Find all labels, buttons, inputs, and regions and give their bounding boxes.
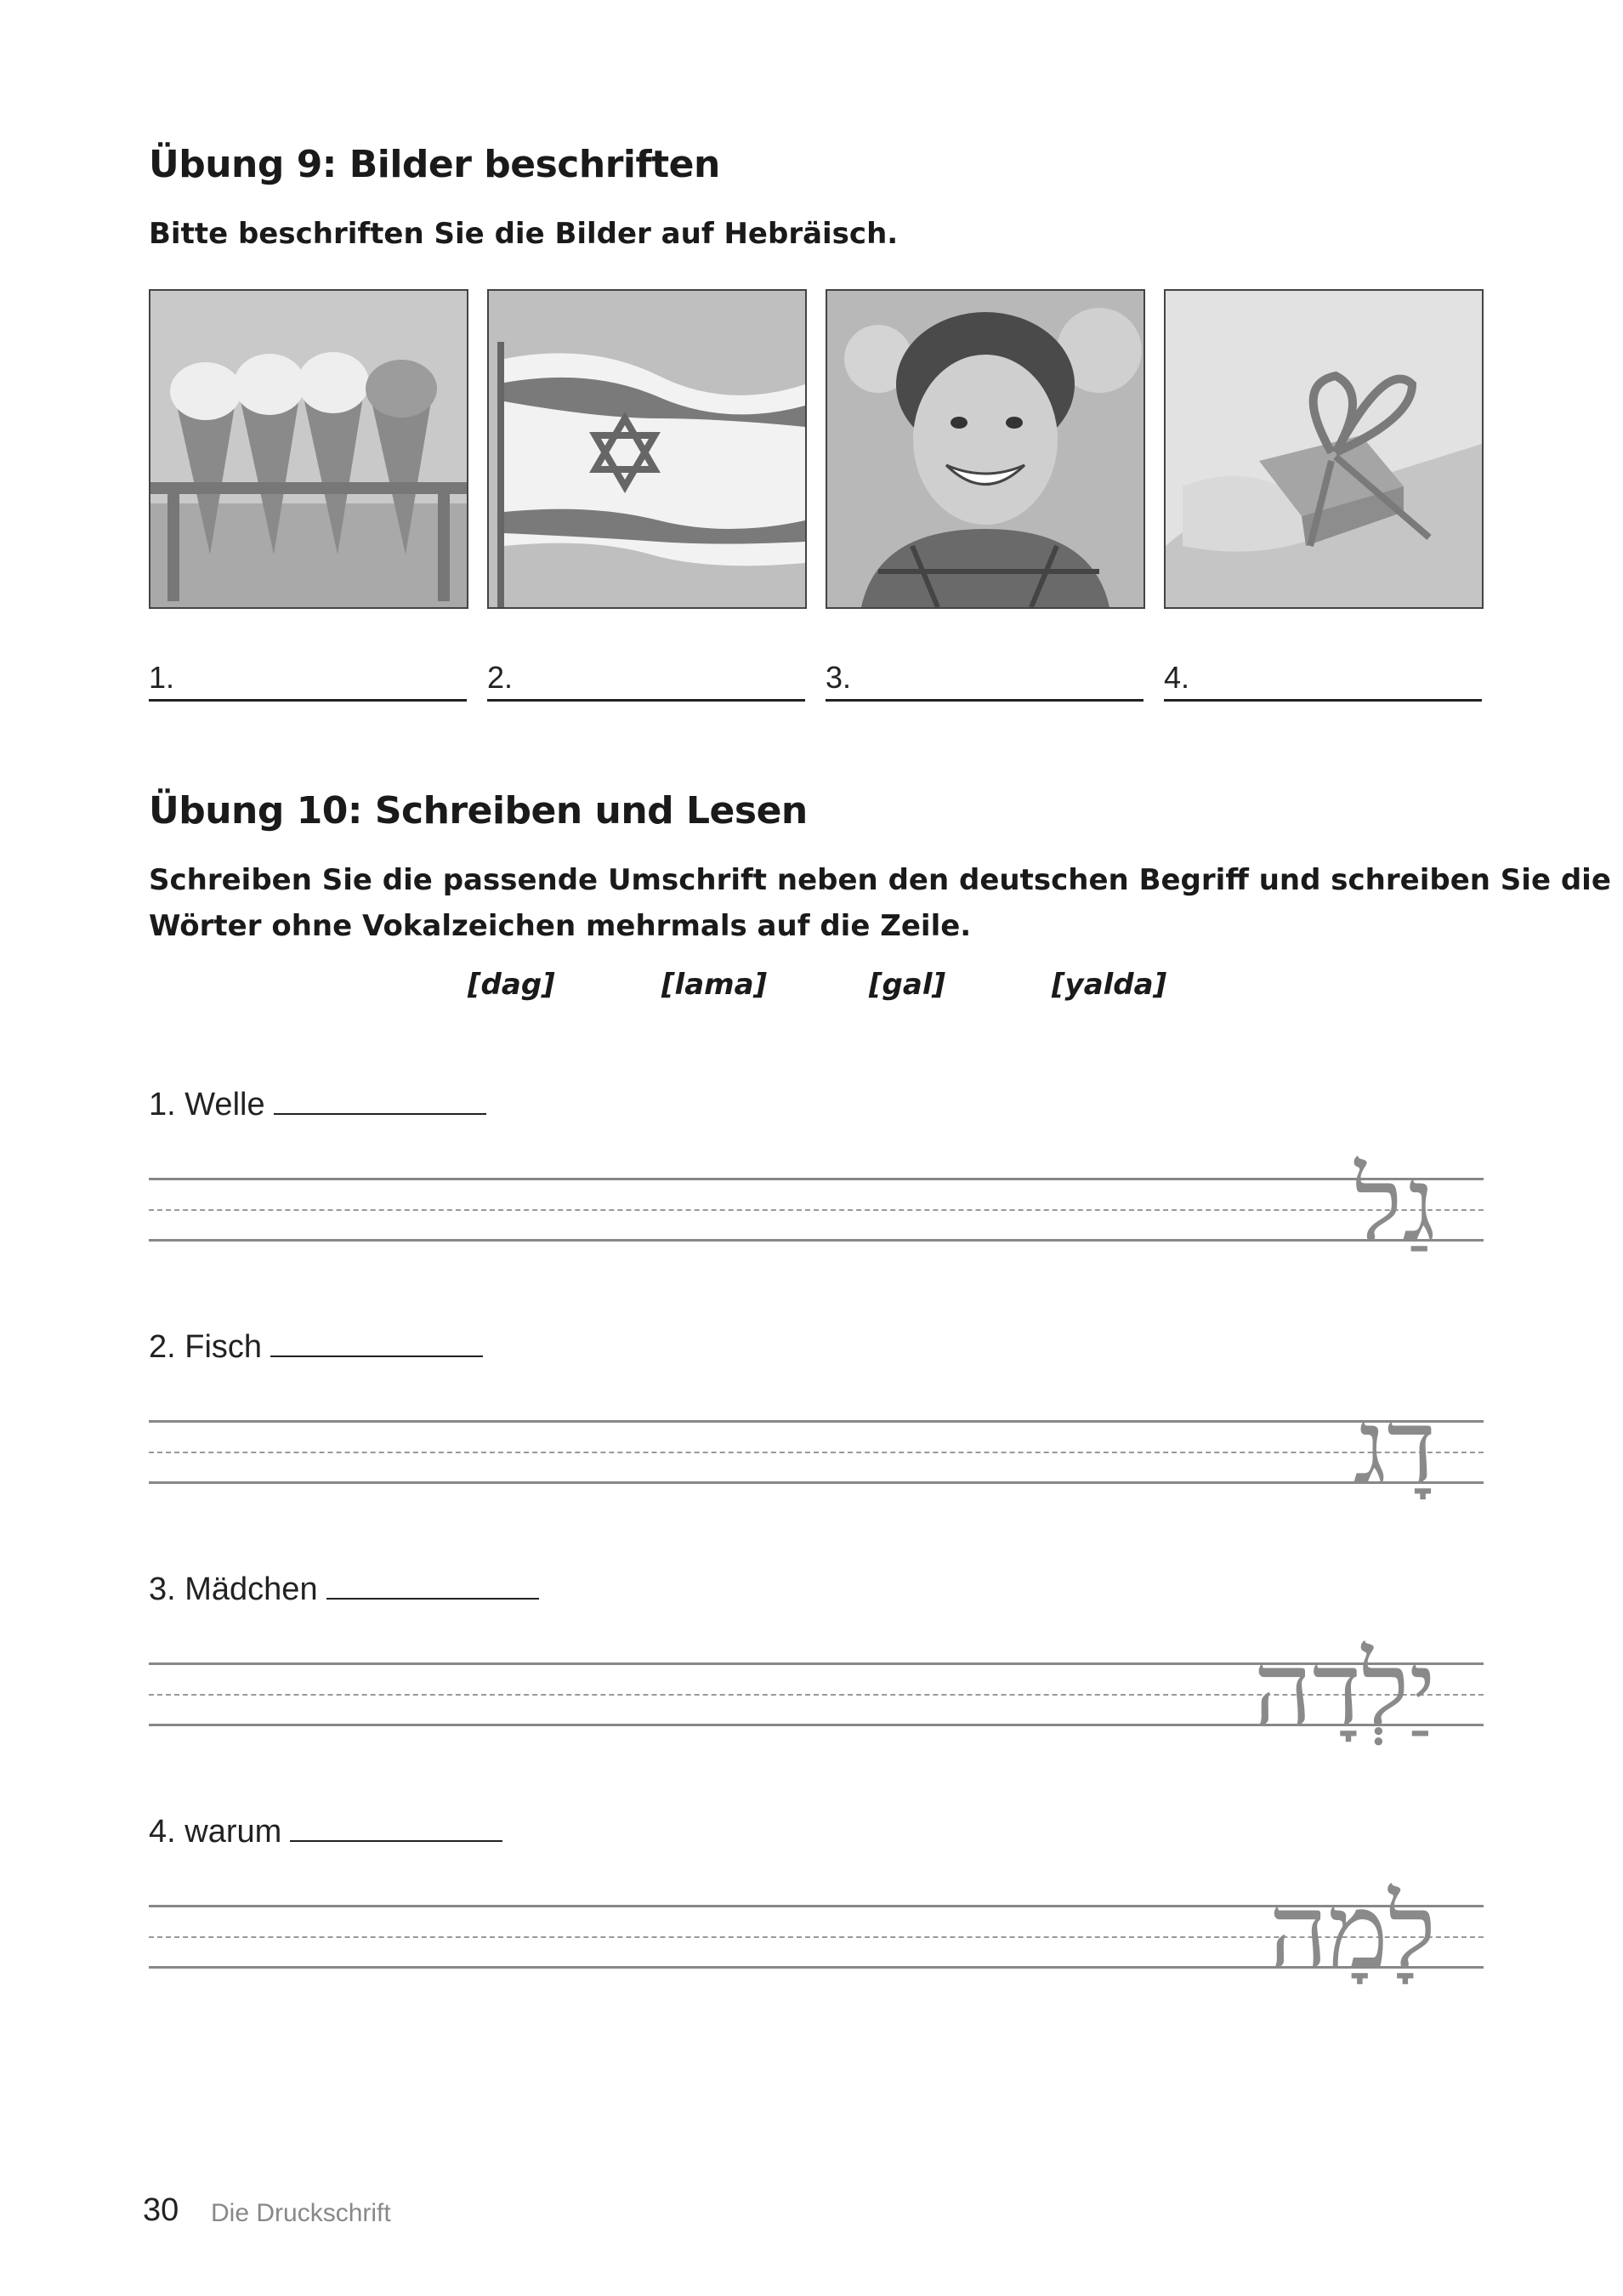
answer-number: 1.	[149, 660, 175, 695]
item-welle: 1. Welle	[149, 1087, 486, 1123]
smiling-boy-image	[826, 289, 1145, 609]
item-maedchen: 3. Mädchen	[149, 1571, 539, 1608]
writing-line-bottom	[149, 1481, 1484, 1484]
answer-line-4[interactable]	[1164, 655, 1482, 702]
exercise10-title: Übung 10: Schreiben und Lesen	[149, 789, 808, 833]
hebrew-word: דָג	[1353, 1389, 1436, 1507]
writing-line-mid	[149, 1209, 1484, 1211]
hebrew-word: לָמָה	[1268, 1873, 1436, 1992]
exercise10-instruction-line2: Wörter ohne Vokalzeichen mehrmals auf die Zeile.	[149, 909, 972, 943]
transliteration: [yalda]	[1052, 968, 1167, 1002]
ice-cream-cones-image	[149, 289, 468, 609]
writing-line-top	[149, 1420, 1484, 1423]
israeli-flag-image	[487, 289, 807, 609]
answer-line-2[interactable]	[487, 655, 805, 702]
exercise10-instruction-line1: Schreiben Sie die passende Umschrift neben den deutschen Begriff und schreiben Sie die	[149, 863, 1611, 897]
answer-blank[interactable]	[274, 1088, 486, 1115]
transliteration: [gal]	[869, 968, 946, 1002]
answer-number: 3.	[826, 660, 852, 695]
exercise9-title: Übung 9: Bilder beschriften	[149, 143, 720, 186]
answer-blank[interactable]	[326, 1572, 539, 1600]
answer-blank[interactable]	[270, 1330, 483, 1357]
hebrew-word: גַל	[1354, 1146, 1436, 1265]
transliteration: [lama]	[661, 968, 768, 1002]
item-warum: 4. warum	[149, 1814, 502, 1850]
answer-line-3[interactable]	[826, 655, 1143, 702]
hebrew-word: יַלְדָה	[1253, 1631, 1436, 1749]
writing-line-bottom	[149, 1239, 1484, 1242]
answer-number: 4.	[1164, 660, 1190, 695]
section-title: Die Druckschrift	[211, 2199, 391, 2227]
item-fisch: 2. Fisch	[149, 1329, 483, 1366]
answer-blank[interactable]	[290, 1815, 502, 1842]
transliteration: [dag]	[468, 968, 555, 1002]
answer-line-1[interactable]	[149, 655, 467, 702]
writing-line-top	[149, 1178, 1484, 1180]
page-number: 30	[143, 2192, 179, 2228]
gift-box-image	[1164, 289, 1484, 609]
answer-number: 2.	[487, 660, 514, 695]
writing-line-mid	[149, 1452, 1484, 1453]
exercise9-instruction: Bitte beschriften Sie die Bilder auf Hebräisch.	[149, 217, 899, 251]
